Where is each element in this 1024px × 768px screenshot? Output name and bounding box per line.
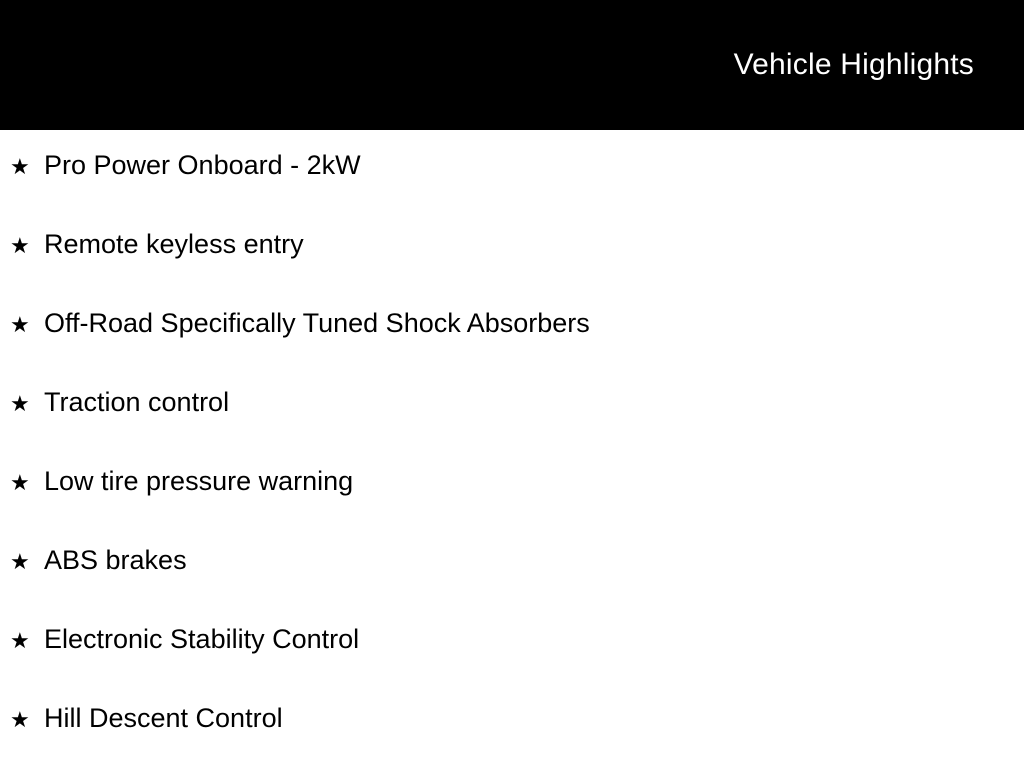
list-item-label: Electronic Stability Control	[44, 624, 360, 654]
star-icon: ★	[10, 707, 30, 732]
list-item-label: ABS brakes	[44, 545, 187, 575]
list-item	[0, 152, 1024, 231]
star-icon: ★	[10, 391, 30, 416]
list-item-label: Remote keyless entry	[44, 229, 304, 259]
vehicle-highlights-list	[0, 130, 1024, 768]
star-icon: ★	[10, 233, 30, 258]
star-icon: ★	[10, 628, 30, 653]
page-title: Vehicle Highlights	[733, 48, 974, 81]
list-item	[0, 626, 1024, 705]
star-icon: ★	[10, 549, 30, 574]
list-item	[0, 231, 1024, 310]
star-icon: ★	[10, 312, 30, 337]
list-item	[0, 705, 1024, 768]
list-item-label: Hill Descent Control	[44, 703, 283, 733]
list-item-label: Traction control	[44, 387, 230, 417]
list-item-label: Off-Road Specifically Tuned Shock Absorbers	[44, 308, 590, 338]
star-icon: ★	[10, 154, 30, 179]
star-icon: ★	[10, 470, 30, 495]
list-item-label: Pro Power Onboard - 2kW	[44, 150, 361, 180]
list-item-label: Low tire pressure warning	[44, 466, 354, 496]
header-bar	[0, 0, 1024, 130]
list-item	[0, 547, 1024, 626]
list-item	[0, 468, 1024, 547]
list-item	[0, 310, 1024, 389]
list-item	[0, 389, 1024, 468]
